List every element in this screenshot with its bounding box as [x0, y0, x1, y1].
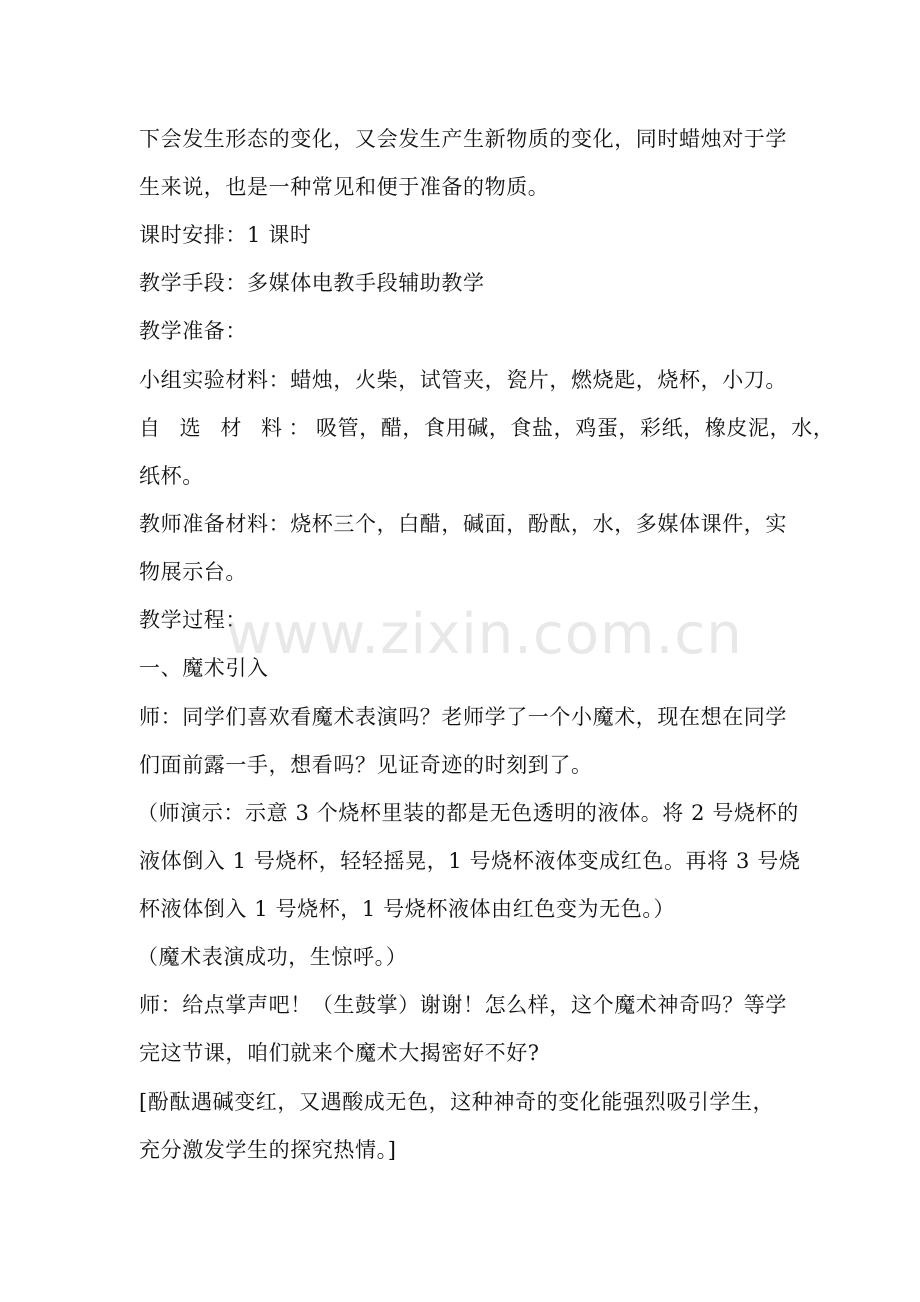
- design-note-line: 充分激发学生的探究热情。]: [139, 1138, 397, 1162]
- demonstration-line: （师演示：示意 3 个烧杯里装的都是无色透明的液体。将 2 号烧杯的: [137, 801, 799, 825]
- optional-materials-label: 自 选 材 料：: [139, 416, 317, 440]
- dialogue-line: 师：给点掌声吧！（生鼓掌）谢谢！怎么样，这个魔术神奇吗？等学: [139, 993, 787, 1017]
- dialogue-line: 师：同学们喜欢看魔术表演吗？老师学了一个小魔术，现在想在同学: [139, 705, 787, 729]
- optional-materials-list: 吸管，醋，食用碱，食盐，鸡蛋，彩纸，橡皮泥，水，: [316, 416, 835, 440]
- dialogue-line: 们面前露一手，想看吗？见证奇迹的时刻到了。: [139, 753, 593, 777]
- teaching-preparation-heading: 教学准备：: [139, 319, 247, 343]
- teaching-process-heading: 教学过程：: [139, 608, 247, 632]
- teacher-materials-line: 教师准备材料：烧杯三个，白醋，碱面，酚酞，水，多媒体课件，实: [139, 512, 787, 536]
- paragraph-line: 生来说，也是一种常见和便于准备的物质。: [139, 175, 550, 199]
- watermark: www.zixin.com.cn: [226, 602, 743, 667]
- reaction-line: （魔术表演成功，生惊呼。）: [137, 945, 408, 969]
- teaching-means-line: 教学手段：多媒体电教手段辅助教学: [139, 271, 485, 295]
- paragraph-line: 纸杯。: [139, 464, 204, 488]
- optional-materials-line: [139, 414, 834, 442]
- paragraph-line: 下会发生形态的变化，又会发生产生新物质的变化，同时蜡烛对于学: [139, 127, 787, 151]
- dialogue-line: 完这节课，咱们就来个魔术大揭密好不好?: [139, 1041, 540, 1065]
- design-note-line: [酚酞遇碱变红，又遇酸成无色，这种神奇的变化能强烈吸引学生，: [139, 1090, 775, 1114]
- demonstration-line: 杯液体倒入 1 号烧杯，1 号烧杯液体由红色变为无色。）: [139, 897, 676, 921]
- group-materials-line: 小组实验材料：蜡烛，火柴，试管夹，瓷片，燃烧匙，烧杯，小刀。: [139, 368, 787, 392]
- class-hours-line: 课时安排：1 课时: [139, 223, 312, 247]
- paragraph-line: 物展示台。: [139, 560, 247, 584]
- demonstration-line: 液体倒入 1 号烧杯，轻轻摇晃，1 号烧杯液体变成红色。再将 3 号烧: [139, 849, 801, 873]
- section-heading-magic-intro: 一、魔术引入: [139, 656, 269, 680]
